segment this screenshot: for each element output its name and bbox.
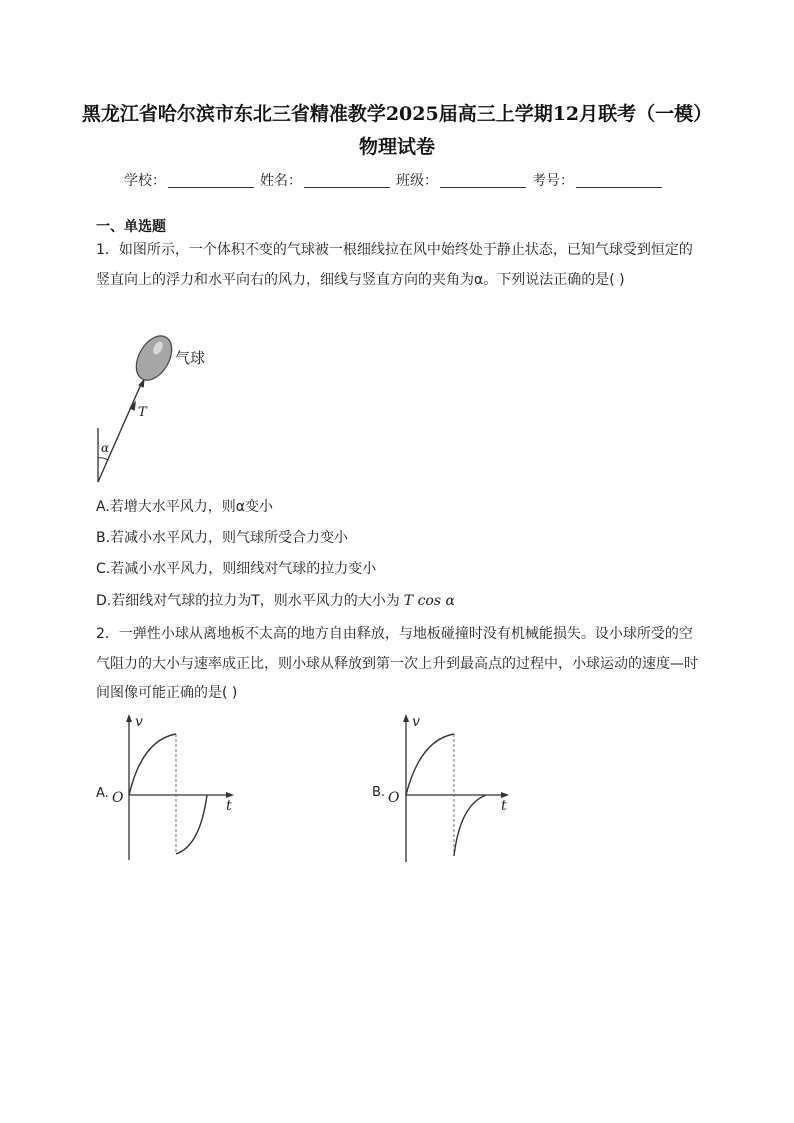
q2-graph-a xyxy=(92,712,252,868)
q2-graph-b xyxy=(368,712,528,868)
origin-label: O xyxy=(112,790,124,806)
graph-b-option-label: B. xyxy=(372,785,386,800)
balloon-label: 气球 xyxy=(175,349,206,367)
tension-label: T xyxy=(138,405,147,420)
number-blank xyxy=(576,173,662,188)
q1-option-d xyxy=(96,590,455,610)
q1-option-b: B.若减小水平风力，则气球所受合力变小 xyxy=(96,530,349,546)
q1-option-d-math: T cos α xyxy=(403,593,455,609)
t-axis-label: t xyxy=(226,798,232,814)
angle-label: α xyxy=(101,441,110,455)
number-label: 考号： xyxy=(532,173,574,189)
v-axis-arrow xyxy=(126,714,132,722)
q1-option-d-text: D.若细线对气球的拉力为T，则水平风力的大小为 xyxy=(96,593,400,609)
section-heading: 一、单选题 xyxy=(96,219,166,235)
curve-rising xyxy=(176,795,207,854)
v-axis-arrow xyxy=(403,714,409,722)
school-blank xyxy=(168,173,254,188)
class-label: 班级： xyxy=(396,173,438,189)
student-info-row xyxy=(124,170,668,190)
v-axis-label: v xyxy=(135,714,143,730)
curve-rising xyxy=(454,795,486,856)
page-title: 黑龙江省哈尔滨市东北三省精准教学2025届高三上学期12月联考（一模）物理试卷 xyxy=(81,103,713,158)
curve-falling xyxy=(129,734,176,795)
q2-stem: 2．一弹性小球从离地板不太高的地方自由释放，与地板碰撞时没有机械能损失。设小球所受的空气阻力的大小与速率成正比，则小球从释放到第一次上升到最高点的过程中，小球运动的速度—时间图像可能正确的是( ) xyxy=(96,626,698,701)
curve-falling xyxy=(406,734,454,795)
v-axis-label: v xyxy=(412,714,420,730)
q1-balloon-figure xyxy=(94,330,234,490)
class-blank xyxy=(440,173,526,188)
q1-stem: 1．如图所示，一个体积不变的气球被一根细线拉在风中始终处于静止状态，已知气球受到恒定的竖直向上的浮力和水平向右的风力，细线与竖直方向的夹角为α。下列说法正确的是( ) xyxy=(96,242,693,288)
q1-option-c: C.若减小水平风力，则细线对气球的拉力变小 xyxy=(96,561,377,577)
school-label: 学校： xyxy=(124,173,166,189)
angle-arc xyxy=(98,458,108,460)
string-line xyxy=(98,382,142,482)
origin-label: O xyxy=(388,790,400,806)
t-axis-label: t xyxy=(501,798,507,814)
name-blank xyxy=(304,173,390,188)
balloon-shape xyxy=(129,330,179,386)
name-label: 姓名： xyxy=(260,173,302,189)
q1-option-a: A.若增大水平风力，则α变小 xyxy=(96,499,274,515)
graph-a-option-label: A. xyxy=(96,786,109,801)
